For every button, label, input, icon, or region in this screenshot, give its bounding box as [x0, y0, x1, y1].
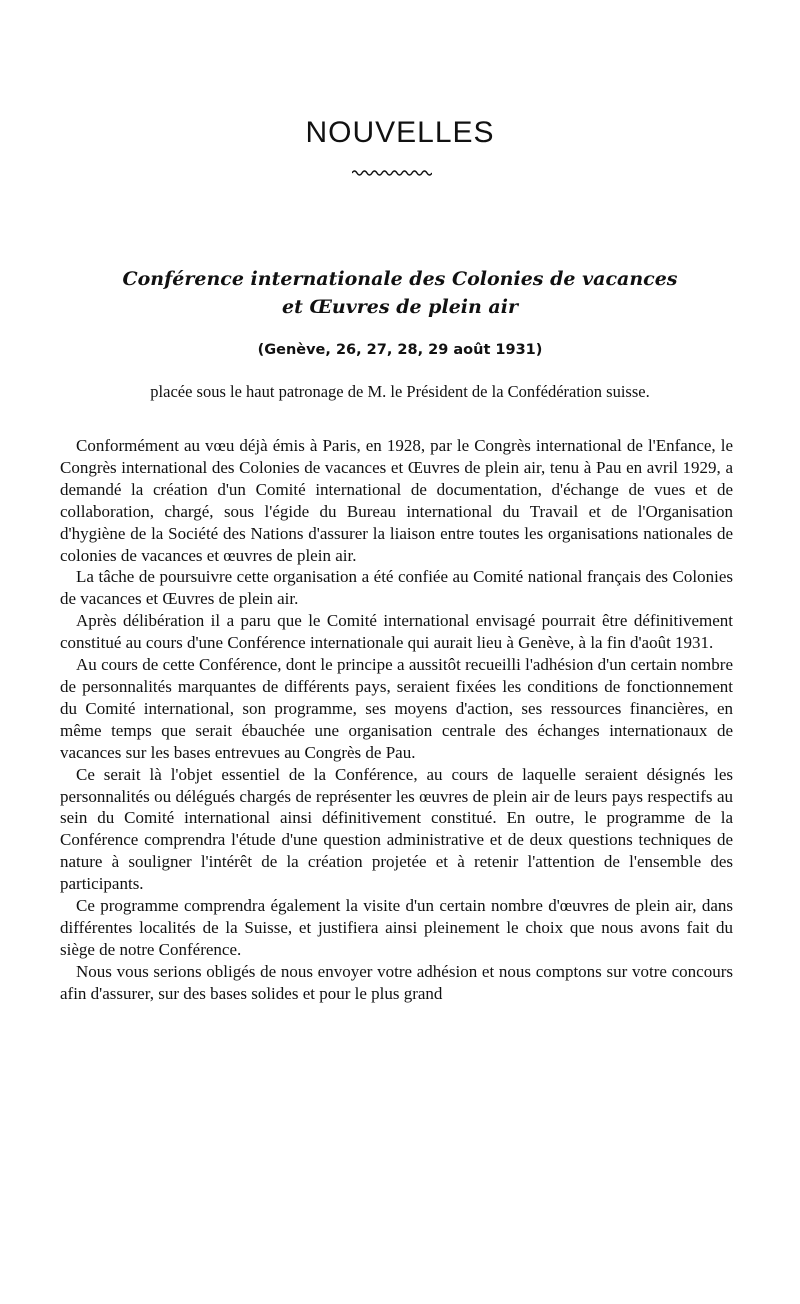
- paragraph: Conformément au vœu déjà émis à Paris, en 1928, par le Congrès international de l'Enfance, le Congrès international des Colonies de vacances et Œuvres de plein air, tenu à Pau en avril 1929, a demandé la création d'un Comité international de documentation, d'échange de vues et de collaboration, chargé, sous l'égide du Bureau international du Travail et de l'Organisation d'hygiène de la Société des Nations d'assurer la liaison entre toutes les organisations nationales de colonies de vacances et œuvres de plein air.: [60, 436, 733, 565]
- conference-title-line-1: Conférence internationale des Colonies de vacances: [122, 268, 678, 290]
- article-body: [60, 435, 733, 1005]
- patronage-note: placée sous le haut patronage de M. le Président de la Confédération suisse.: [150, 382, 650, 401]
- wavy-divider: [352, 168, 432, 178]
- paragraph: Au cours de cette Conférence, dont le principe a aussitôt recueilli l'adhésion d'un certain nombre de personnalités marquantes de différents pays, seraient fixées les conditions de fonctionnement du Comité international, son programme, ses moyens d'action, ses ressources financières, en même temps que serait ébauchée une organisation centrale des échanges internationaux de vacances sur les bases entrevues au Congrès de Pau.: [60, 655, 733, 762]
- paragraph: Après délibération il a paru que le Comité international envisagé pourrait être définitivement constitué au cours d'une Conférence internationale qui aurait lieu à Genève, à la fin d'août 1931.: [60, 611, 733, 653]
- paragraph: Nous vous serions obligés de nous envoyer votre adhésion et nous comptons sur votre concours afin d'assurer, sur des bases solides et pour le plus grand: [60, 961, 733, 1003]
- paragraph: La tâche de poursuivre cette organisation a été confiée au Comité national français des Colonies de vacances et Œuvres de plein air.: [60, 567, 733, 609]
- paragraph: Ce programme comprendra également la visite d'un certain nombre d'œuvres de plein air, dans différentes localités de la Suisse, et justifiera ainsi pleinement le choix que nous avons fait du siège de notre Conférence.: [60, 896, 733, 959]
- conference-dates: (Genève, 26, 27, 28, 29 août 1931): [257, 342, 543, 358]
- paragraph: Ce serait là l'objet essentiel de la Conférence, au cours de laquelle seraient désignés les personnalités ou délégués chargés de représenter les œuvres de plein air de leurs pays respectifs au sein du Comité international ainsi définitivement constitué. En outre, le programme de la Conférence comprendra l'étude d'une question administrative et de deux questions techniques de nature à souligner l'intérêt de la création projetée et à retenir l'attention de l'ensemble des participants.: [60, 764, 733, 894]
- page-heading: NOUVELLES: [305, 116, 495, 149]
- conference-title-line-2: et Œuvres de plein air: [282, 296, 518, 318]
